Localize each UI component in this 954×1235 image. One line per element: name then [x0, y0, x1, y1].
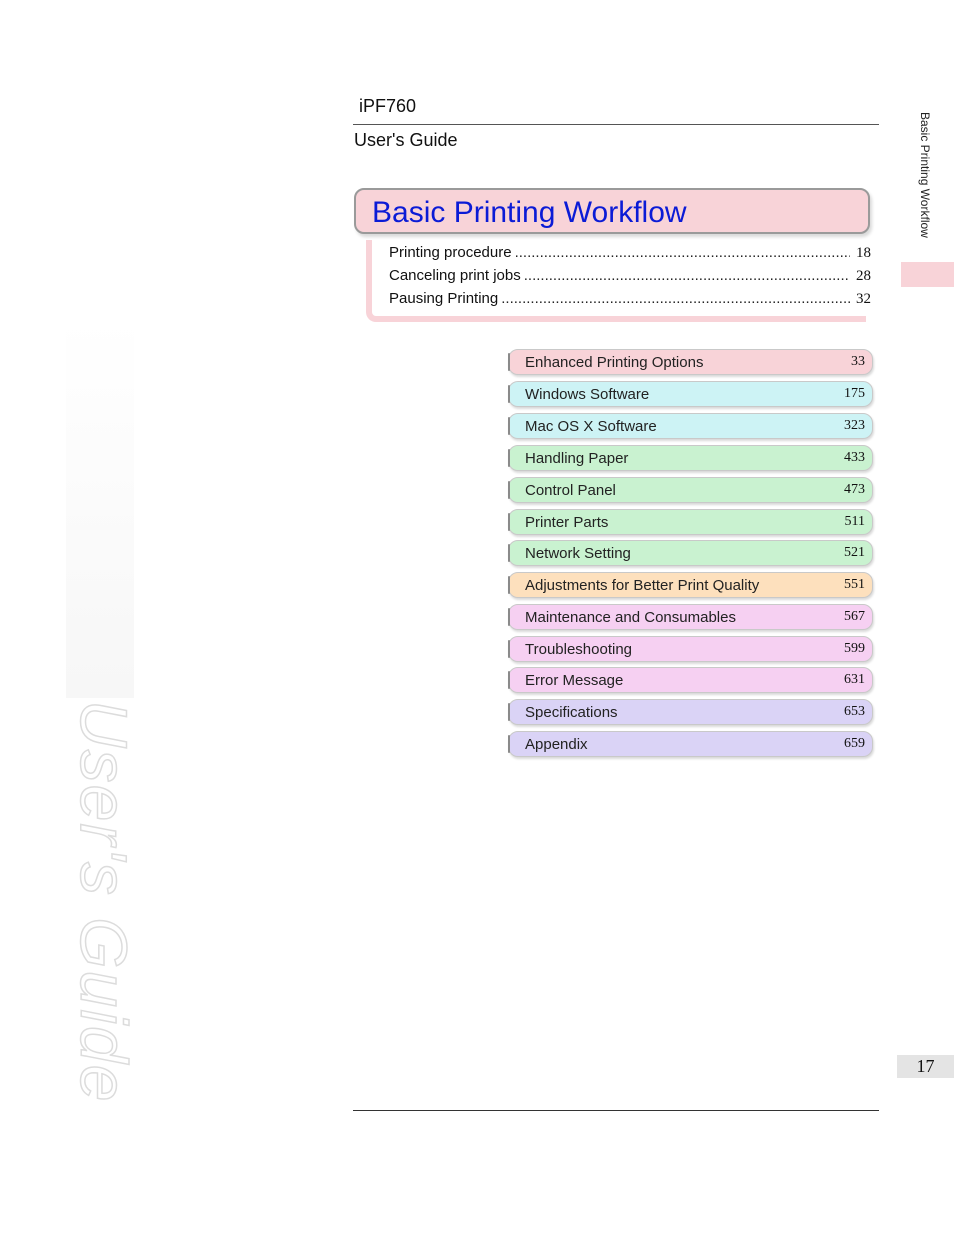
- nav-item-adjustments-print-quality[interactable]: [508, 572, 873, 598]
- nav-item-page: 433: [844, 450, 865, 465]
- nav-item-label: Specifications: [525, 703, 618, 721]
- nav-item-enhanced-printing-options[interactable]: [508, 349, 873, 375]
- nav-item-page: 659: [844, 736, 865, 751]
- nav-item-network-setting[interactable]: [508, 540, 873, 566]
- nav-item-label: Handling Paper: [525, 449, 629, 467]
- nav-item-label: Control Panel: [525, 481, 616, 499]
- toc-entry-label: Pausing Printing: [389, 290, 499, 307]
- footer-rule: [353, 1110, 879, 1111]
- nav-item-label: Maintenance and Consumables: [525, 608, 736, 626]
- nav-item-page: 473: [844, 482, 865, 497]
- nav-item-page: 599: [844, 641, 865, 656]
- nav-item-handling-paper[interactable]: [508, 445, 873, 471]
- nav-item-label: Troubleshooting: [525, 640, 633, 658]
- toc-entry-label: Printing procedure: [389, 244, 512, 261]
- nav-item-page: 521: [844, 545, 865, 560]
- nav-item-page: 631: [844, 672, 865, 687]
- nav-item-page: 175: [844, 386, 865, 401]
- nav-item-label: Enhanced Printing Options: [525, 353, 704, 371]
- nav-item-specifications[interactable]: [508, 699, 873, 725]
- toc-entry[interactable]: [389, 244, 871, 264]
- toc-leader: [524, 267, 850, 284]
- nav-item-label: Windows Software: [525, 385, 650, 403]
- toc-entry[interactable]: [389, 290, 871, 310]
- watermark-band: [66, 318, 134, 698]
- model-name: iPF760: [359, 96, 417, 116]
- toc-leader: [515, 244, 850, 261]
- nav-item-label: Mac OS X Software: [525, 417, 657, 435]
- nav-item-troubleshooting[interactable]: [508, 636, 873, 662]
- toc-entry-page: 28: [856, 268, 871, 284]
- chapter-toc: [366, 240, 871, 322]
- toc-entry-page: 18: [856, 245, 871, 261]
- nav-item-label: Error Message: [525, 671, 624, 689]
- chapter-title-box: [354, 188, 870, 234]
- toc-leader: [501, 290, 850, 307]
- nav-item-mac-os-x-software[interactable]: [508, 413, 873, 439]
- nav-item-page: 567: [844, 609, 865, 624]
- nav-item-error-message[interactable]: [508, 667, 873, 693]
- page-number: 17: [897, 1055, 954, 1078]
- nav-item-label: Adjustments for Better Print Quality: [525, 576, 760, 594]
- nav-item-control-panel[interactable]: [508, 477, 873, 503]
- users-guide-watermark: User's Guide: [67, 700, 141, 1104]
- toc-entry-label: Canceling print jobs: [389, 267, 521, 284]
- nav-item-label: Network Setting: [525, 544, 631, 562]
- chapter-title: Basic Printing Workflow: [372, 196, 687, 229]
- side-chapter-label: Basic Printing Workflow: [918, 112, 932, 238]
- nav-item-page: 323: [844, 418, 865, 433]
- nav-item-label: Appendix: [525, 735, 588, 753]
- nav-item-printer-parts[interactable]: [508, 509, 873, 535]
- side-chapter-tab[interactable]: [901, 262, 954, 287]
- header-rule: [353, 124, 879, 125]
- nav-item-windows-software[interactable]: [508, 381, 873, 407]
- nav-item-page: 653: [844, 704, 865, 719]
- nav-item-maintenance-consumables[interactable]: [508, 604, 873, 630]
- nav-item-page: 511: [844, 514, 865, 529]
- nav-item-label: Printer Parts: [525, 513, 609, 531]
- nav-item-appendix[interactable]: [508, 731, 873, 757]
- toc-entry-page: 32: [856, 291, 871, 307]
- toc-entry[interactable]: [389, 267, 871, 287]
- guide-title: User's Guide: [354, 130, 458, 150]
- nav-item-page: 551: [844, 577, 865, 592]
- nav-item-page: 33: [851, 354, 865, 369]
